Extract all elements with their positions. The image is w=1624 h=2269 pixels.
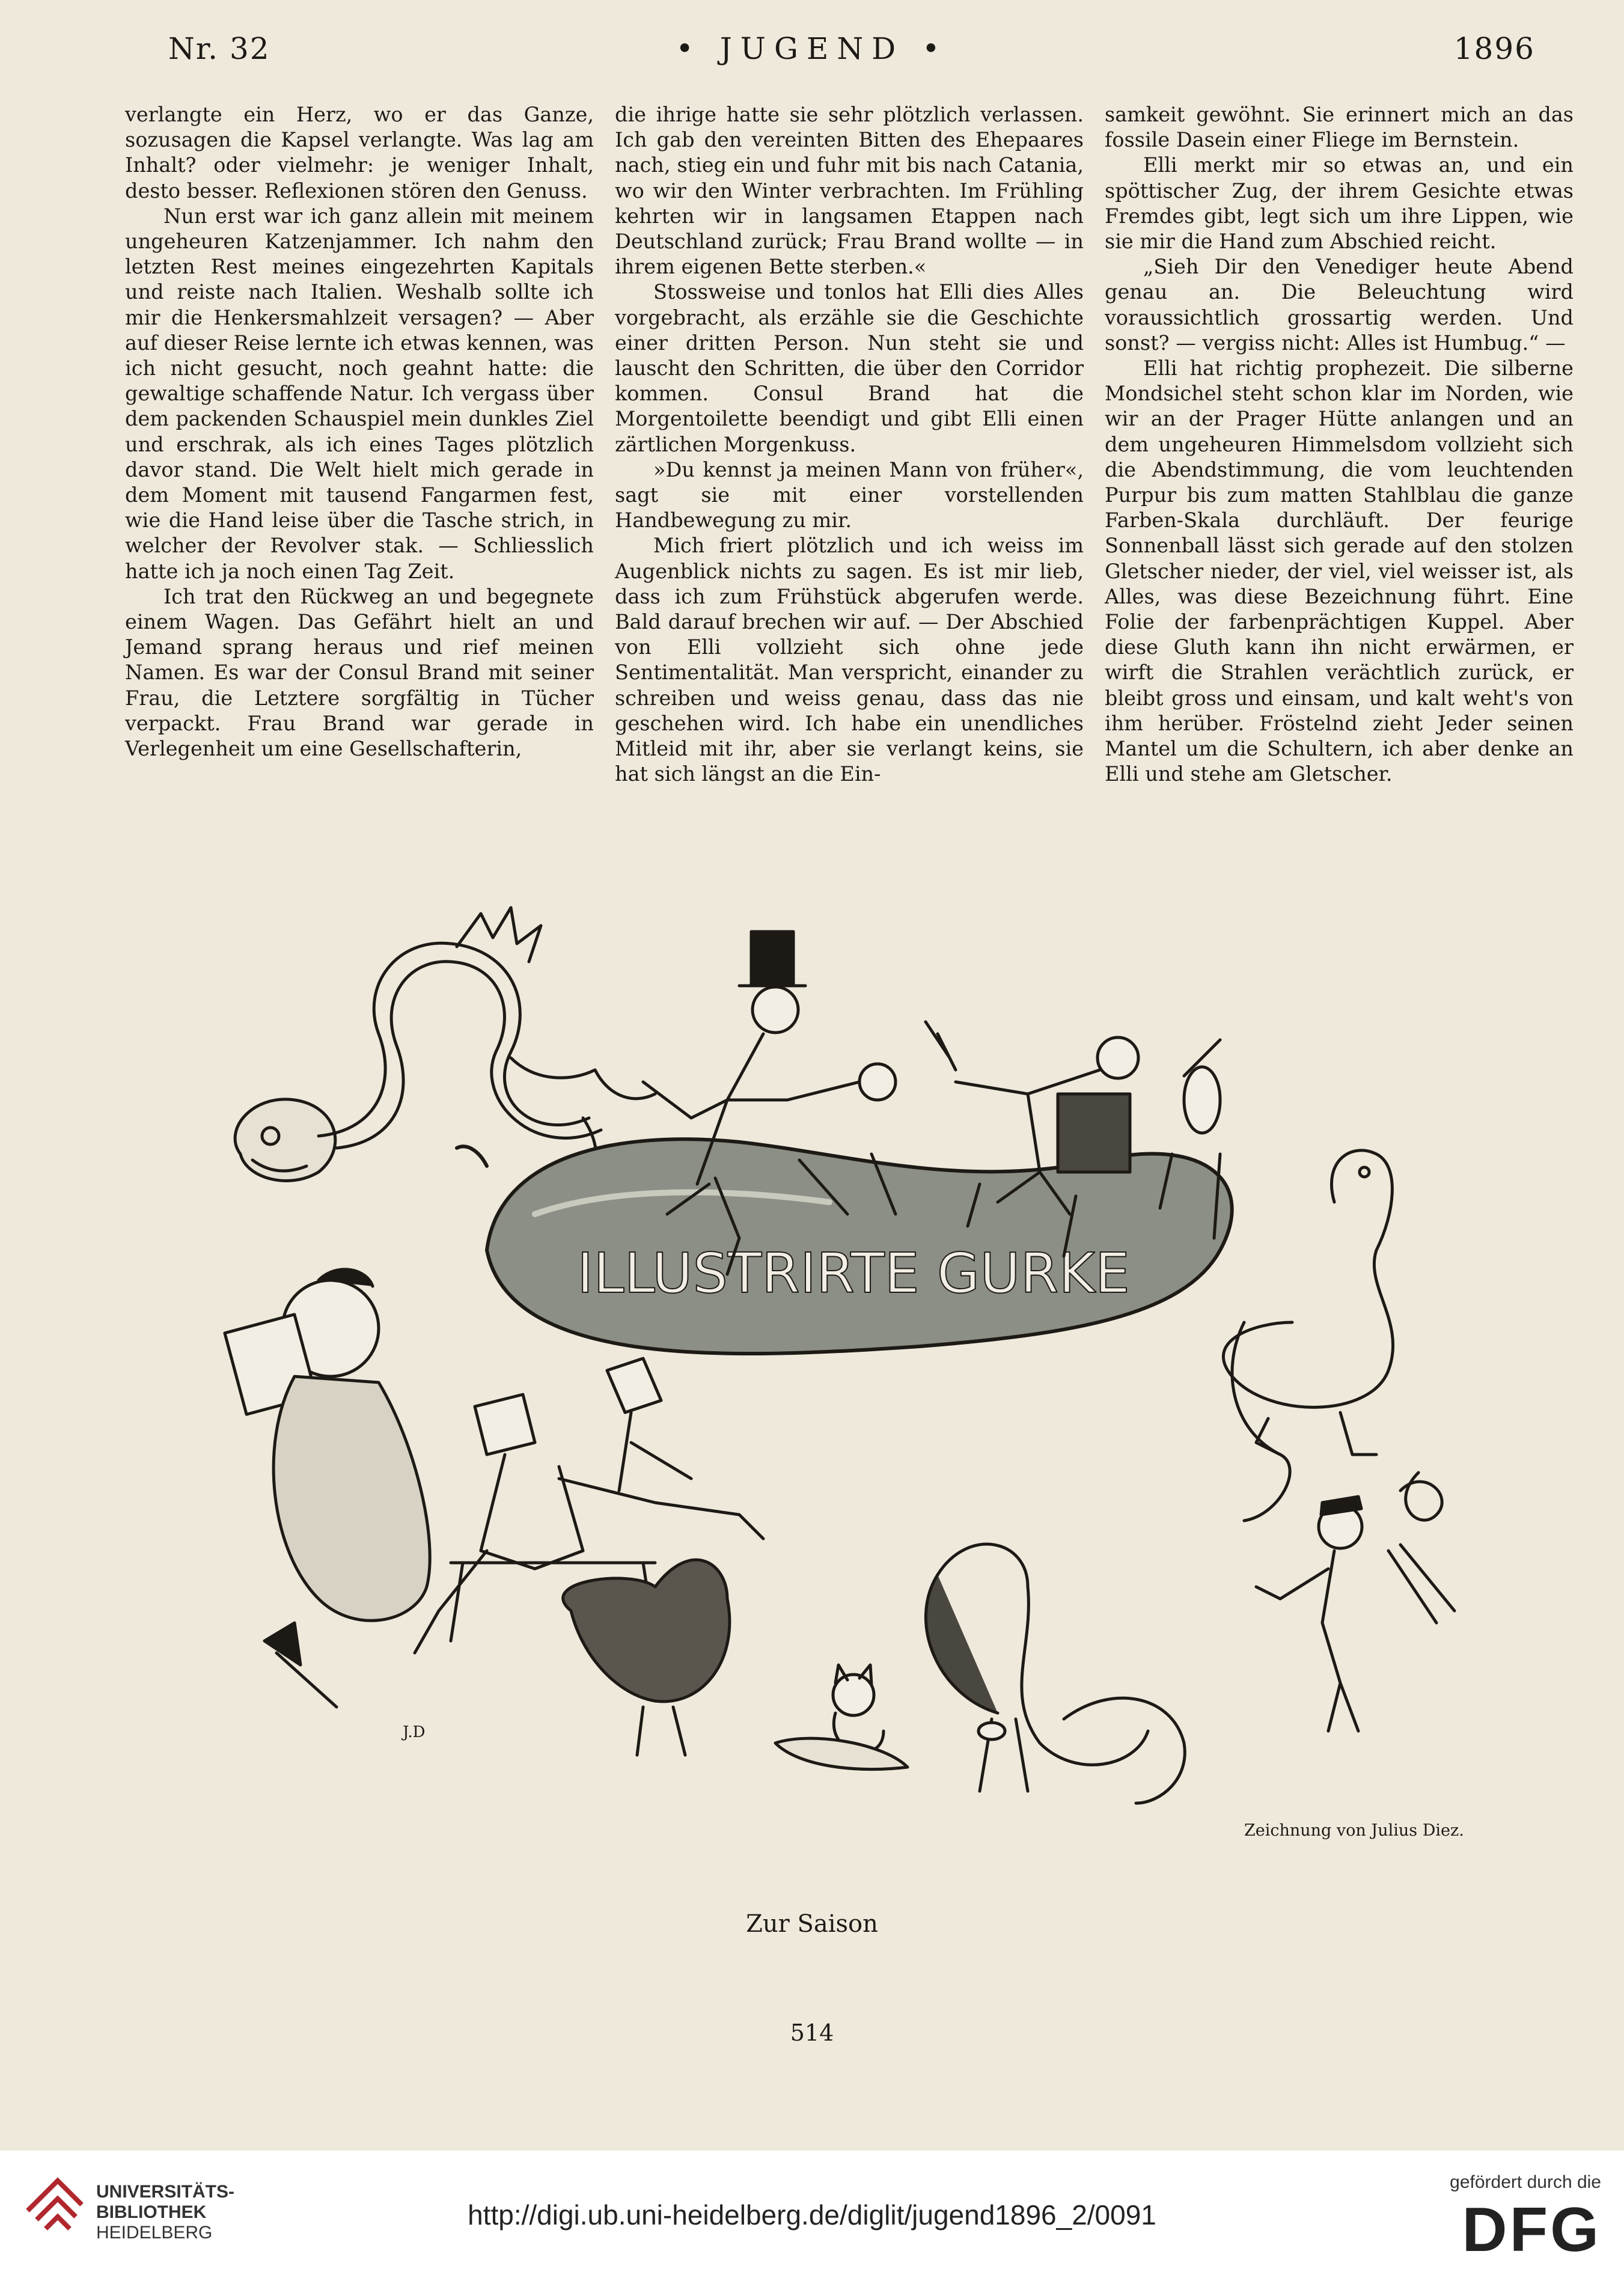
paragraph: Elli hat richtig prophezeit. Die silberne Mondsichel steht schon klar im Norden, wie wir an der Prager Hütte anlangen und an dem ungeheuren Himmelsdom vollzieht sich die Abendstimmung, die vom leuchtenden Purpur bis zum matten Stahlblau die ganze Farben-Skala durchläuft. Der feurige Sonnenball lässt sich gerade auf den stolzen Gletscher nieder, der viel, viel weisser ist, als Alles, was diese Bezeichnung führt. Eine Folie der farbenprächtigen Kuppel. Aber diese Gluth kann ihn nicht erwärmen, er wirft die Strahlen verächtlich zurück, er bleibt gross und einsam, und kalt weht's von ihm herüber. Fröstelnd zieht Jeder seinen Mantel um die Schultern, ich aber denke an Elli und stehe am Gletscher. <box>1105 356 1574 786</box>
issue-number: Nr. 32 <box>168 31 270 66</box>
institution-line-2: BIBLIOTHEK <box>96 2202 207 2222</box>
illustration-title: Zur Saison <box>746 1910 878 1938</box>
institution-line-1: UNIVERSITÄTS- <box>96 2182 235 2202</box>
seated-man-with-book-drawing <box>225 1269 430 1620</box>
issue-year: 1896 <box>1453 31 1535 66</box>
artist-monogram: J.D <box>403 1723 426 1741</box>
text-column-1 <box>125 102 594 762</box>
masthead-title: • JUGEND • <box>676 31 948 66</box>
paragraph: »Du kennst ja meinen Mann von früher«, sagt sie mit einer vorstellenden Handbewegung zu mir. <box>615 457 1084 533</box>
cucumber-label: ILLUSTRIRTE GURKE <box>577 1241 1130 1306</box>
paragraph: Elli merkt mir so etwas an, und ein spöttischer Zug, der ihrem Gesichte etwas Fremdes gibt, legt sich um ihre Lippen, wie sie mir die Hand zum Abschied reicht. <box>1105 153 1574 254</box>
axe-drawing <box>264 1623 337 1707</box>
text-column-3 <box>1105 102 1574 787</box>
illustration-credit: Zeichnung von Julius Diez. <box>1244 1821 1464 1840</box>
paragraph: verlangte ein Herz, wo er das Ganze, sozusagen die Kapsel verlangte. Was lag am Inhalt? oder vielmehr: je weniger Inhalt, desto besser. Reflexionen stören den Genuss. <box>125 103 594 203</box>
caricature-illustration <box>198 902 1509 1863</box>
funded-by-label: gefördert durch die <box>1450 2172 1601 2192</box>
paragraph: „Sieh Dir den Venediger heute Abend genau an. Die Beleuchtung wird voraussichtlich grossartig werden. Und sonst? — vergiss nicht: Alles ist Humbug.“ — <box>1105 255 1574 355</box>
paragraph: die ihrige hatte sie sehr plötzlich verlassen. Ich gab den vereinten Bitten des Ehepaares nach, stieg ein und fuhr mit bis nach Catania, wo wir den Winter verbrachten. Im Frühling kehrten wir in langsamen Etappen nach Deutschland zurück; Frau Brand wollte — in ihrem eigenen Bette sterben.« <box>615 103 1084 279</box>
dfg-logo: DFG <box>1462 2195 1601 2265</box>
text-column-2 <box>615 102 1084 787</box>
paragraph: Mich friert plötzlich und ich weiss im Augenblick nichts zu sagen. Es ist mir lieb, dass ich zum Frühstück abgerufen werde. Bald darauf brechen wir auf. — Der Abschied von Elli vollzieht sich ohne jede Sentimentalität. Man verspricht, einander zu schreiben und weiss genau, dass das nie geschehen wird. Ich habe ein unendliches Mitleid mit ihr, aber sie verlangt keins, sie hat sich längst an die Ein- <box>615 534 1084 786</box>
goose-drawing <box>1223 1150 1393 1455</box>
institution-line-3: HEIDELBERG <box>96 2223 213 2243</box>
digitization-footer <box>0 2151 1624 2269</box>
paragraph: Ich trat den Rückweg an und begegnete einem Wagen. Das Gefährt hielt an und Jemand sprang heraus und rief meinen Namen. Es war der Consul Brand mit seiner Frau, die Letztere sorgfältig in Tücher verpackt. Frau Brand war gerade in Verlegenheit um eine Gesellschafterin, <box>125 584 594 761</box>
page-number: 514 <box>790 2020 834 2046</box>
paragraph: samkeit gewöhnt. Sie erinnert mich an das fossile Dasein einer Fliege im Bernstein. <box>1105 103 1574 152</box>
source-url-link[interactable]: http://digi.ub.uni-heidelberg.de/diglit/jugend1896_2/0091 <box>468 2199 1156 2231</box>
paragraph: Nun erst war ich ganz allein mit meinem ungeheuren Katzenjammer. Ich nahm den letzten Rest meines eingezehrten Kapitals und reiste nach Italien. Weshalb sollte ich mir die Henkersmahlzeit versagen? — Aber auf dieser Reise lernte ich etwas kennen, was ich nicht gesucht, noch geahnt hatte: die gewaltige schaffende Natur. Ich vergass über dem packenden Schauspiel mein dunkles Ziel und erschrak, als ich eines Tages plötzlich davor stand. Die Welt hielt mich gerade in dem Moment mit tausend Fangarmen fest, wie die Hand leise über die Tasche strich, in welcher der Revolver stak. — Schliesslich hatte ich ja noch einen Tag Zeit. <box>125 204 594 583</box>
paragraph: Stossweise und tonlos hat Elli dies Alles vorgebracht, als erzähle sie die Geschichte einer dritten Person. Nun steht sie und lauscht den Schritten, die über den Corridor kommen. Consul Brand hat die Morgentoilette beendigt und gibt Elli einen zärtlichen Morgenkuss. <box>615 280 1084 456</box>
officer-drawing <box>1232 1322 1455 1731</box>
